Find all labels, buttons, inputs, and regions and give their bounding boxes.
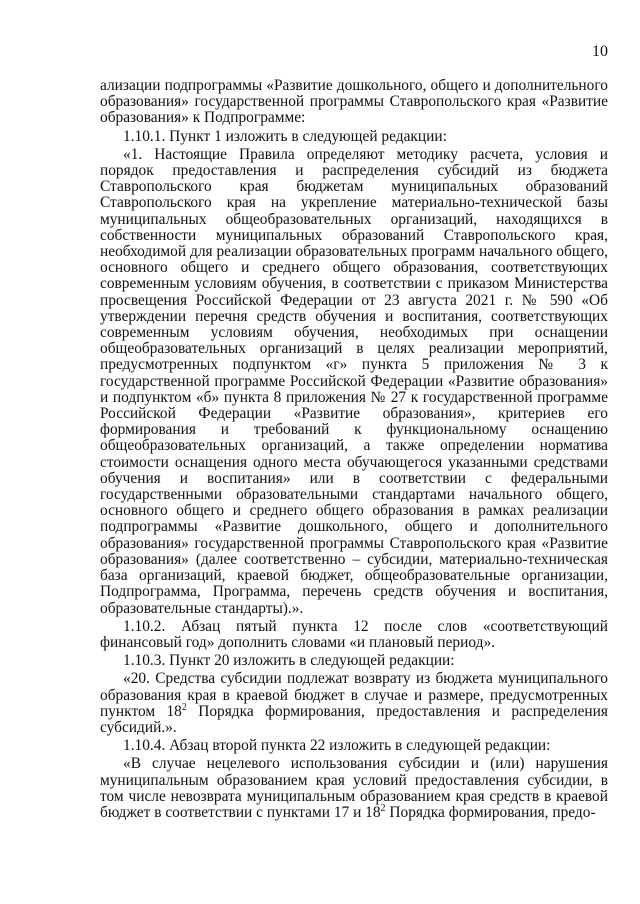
document-body <box>100 78 608 823</box>
paragraph-text: «20. Средства субсидии подлежат возврату из бюджета муниципального образования края в краевой бюджет в случае и размере, предусмотренных пунктом 18 <box>100 670 608 720</box>
paragraph-text-continued: Порядка формирования, предо- <box>385 803 596 821</box>
paragraph-1-10-2 <box>100 619 608 651</box>
paragraph-text: «В случае нецелевого использования субсидии и (или) нарушения муниципальным образованием края условий предоставления субсидии, в том числе невозврата муниципальным образованием края средств в краевой бюджет в соответствии с пунктами 17 и 18 <box>100 755 608 821</box>
paragraph-intro <box>100 78 608 127</box>
paragraph-text: ализации подпрограммы «Развитие дошкольного, общего и дополнительного образования» государственной программы Ставропольского края «Развитие образования» к Подпрограмме: <box>100 77 608 127</box>
paragraph-text: 1.10.3. Пункт 20 изложить в следующей редакции: <box>123 652 455 670</box>
paragraph-1-10-3 <box>100 653 608 669</box>
paragraph-text: «1. Настоящие Правила определяют методику расчета, условия и порядок предоставления и распределения субсидий из бюджета Ставропольского края бюджетам муниципальных образований Ставропольского края на укрепление материально-технической базы муниципальных общеобразовательных организаций, находящихся в собственности муниципальных образований Ставропольского края, необходимой для реализации образовательных программ начального общего, основного общего и среднего общего образования, соответствующих современным условиям обучения, в соответствии с приказом Министерства просвещения Российской Федерации от 23 августа 2021 г. № 590 «Об утверждении перечня средств обучения и воспитания, соответствующих современным условиям обучения, необходимых при оснащении общеобразовательных организаций в целях реализации мероприятий, предусмотренных подпунктом «г» пункта 5 приложения № 3 к государственной программе Российской Федерации «Развитие образования» и подпунктом «б» пункта 8 приложения № 27 к государственной программе Российской Федерации «Развитие образования», критериев его формирования и требований к функциональному оснащению общеобразовательных организаций, а также определении норматива стоимости оснащения одного места обучающегося указанными средствами обучения и воспитания» или в соответствии с федеральными государственными образовательными стандартами начального общего, основного общего и среднего общего образования в рамках реализации подпрограммы «Развитие дошкольного, общего и дополнительного образования» государственной программы Ставропольского края «Развитие образования» (далее соответственно – субсидии, материально-техническая база организаций, краевой бюджет, общеобразовательные организации, Подпрограмма, Программа, перечень средств обучения и воспитания, образовательные стандарты).». <box>100 145 608 617</box>
paragraph-text: 1.10.4. Абзац второй пункта 22 изложить в следующей редакции: <box>123 737 551 755</box>
paragraph-1-10-4 <box>100 738 608 754</box>
superscript: 2 <box>380 802 386 814</box>
paragraph-point-1 <box>100 147 608 617</box>
paragraph-point-22 <box>100 756 608 821</box>
paragraph-1-10-1 <box>100 129 608 145</box>
page-number: 10 <box>592 43 608 60</box>
paragraph-point-20 <box>100 671 608 736</box>
paragraph-text: 1.10.1. Пункт 1 изложить в следующей редакции: <box>123 127 447 145</box>
superscript: 2 <box>181 701 187 713</box>
paragraph-text: 1.10.2. Абзац пятый пункта 12 после слов «соответствующий финансовый год» дополнить словами «и плановый период». <box>100 617 608 651</box>
paragraph-text-continued: Порядка формирования, предоставления и распределения субсидий.». <box>100 702 608 736</box>
